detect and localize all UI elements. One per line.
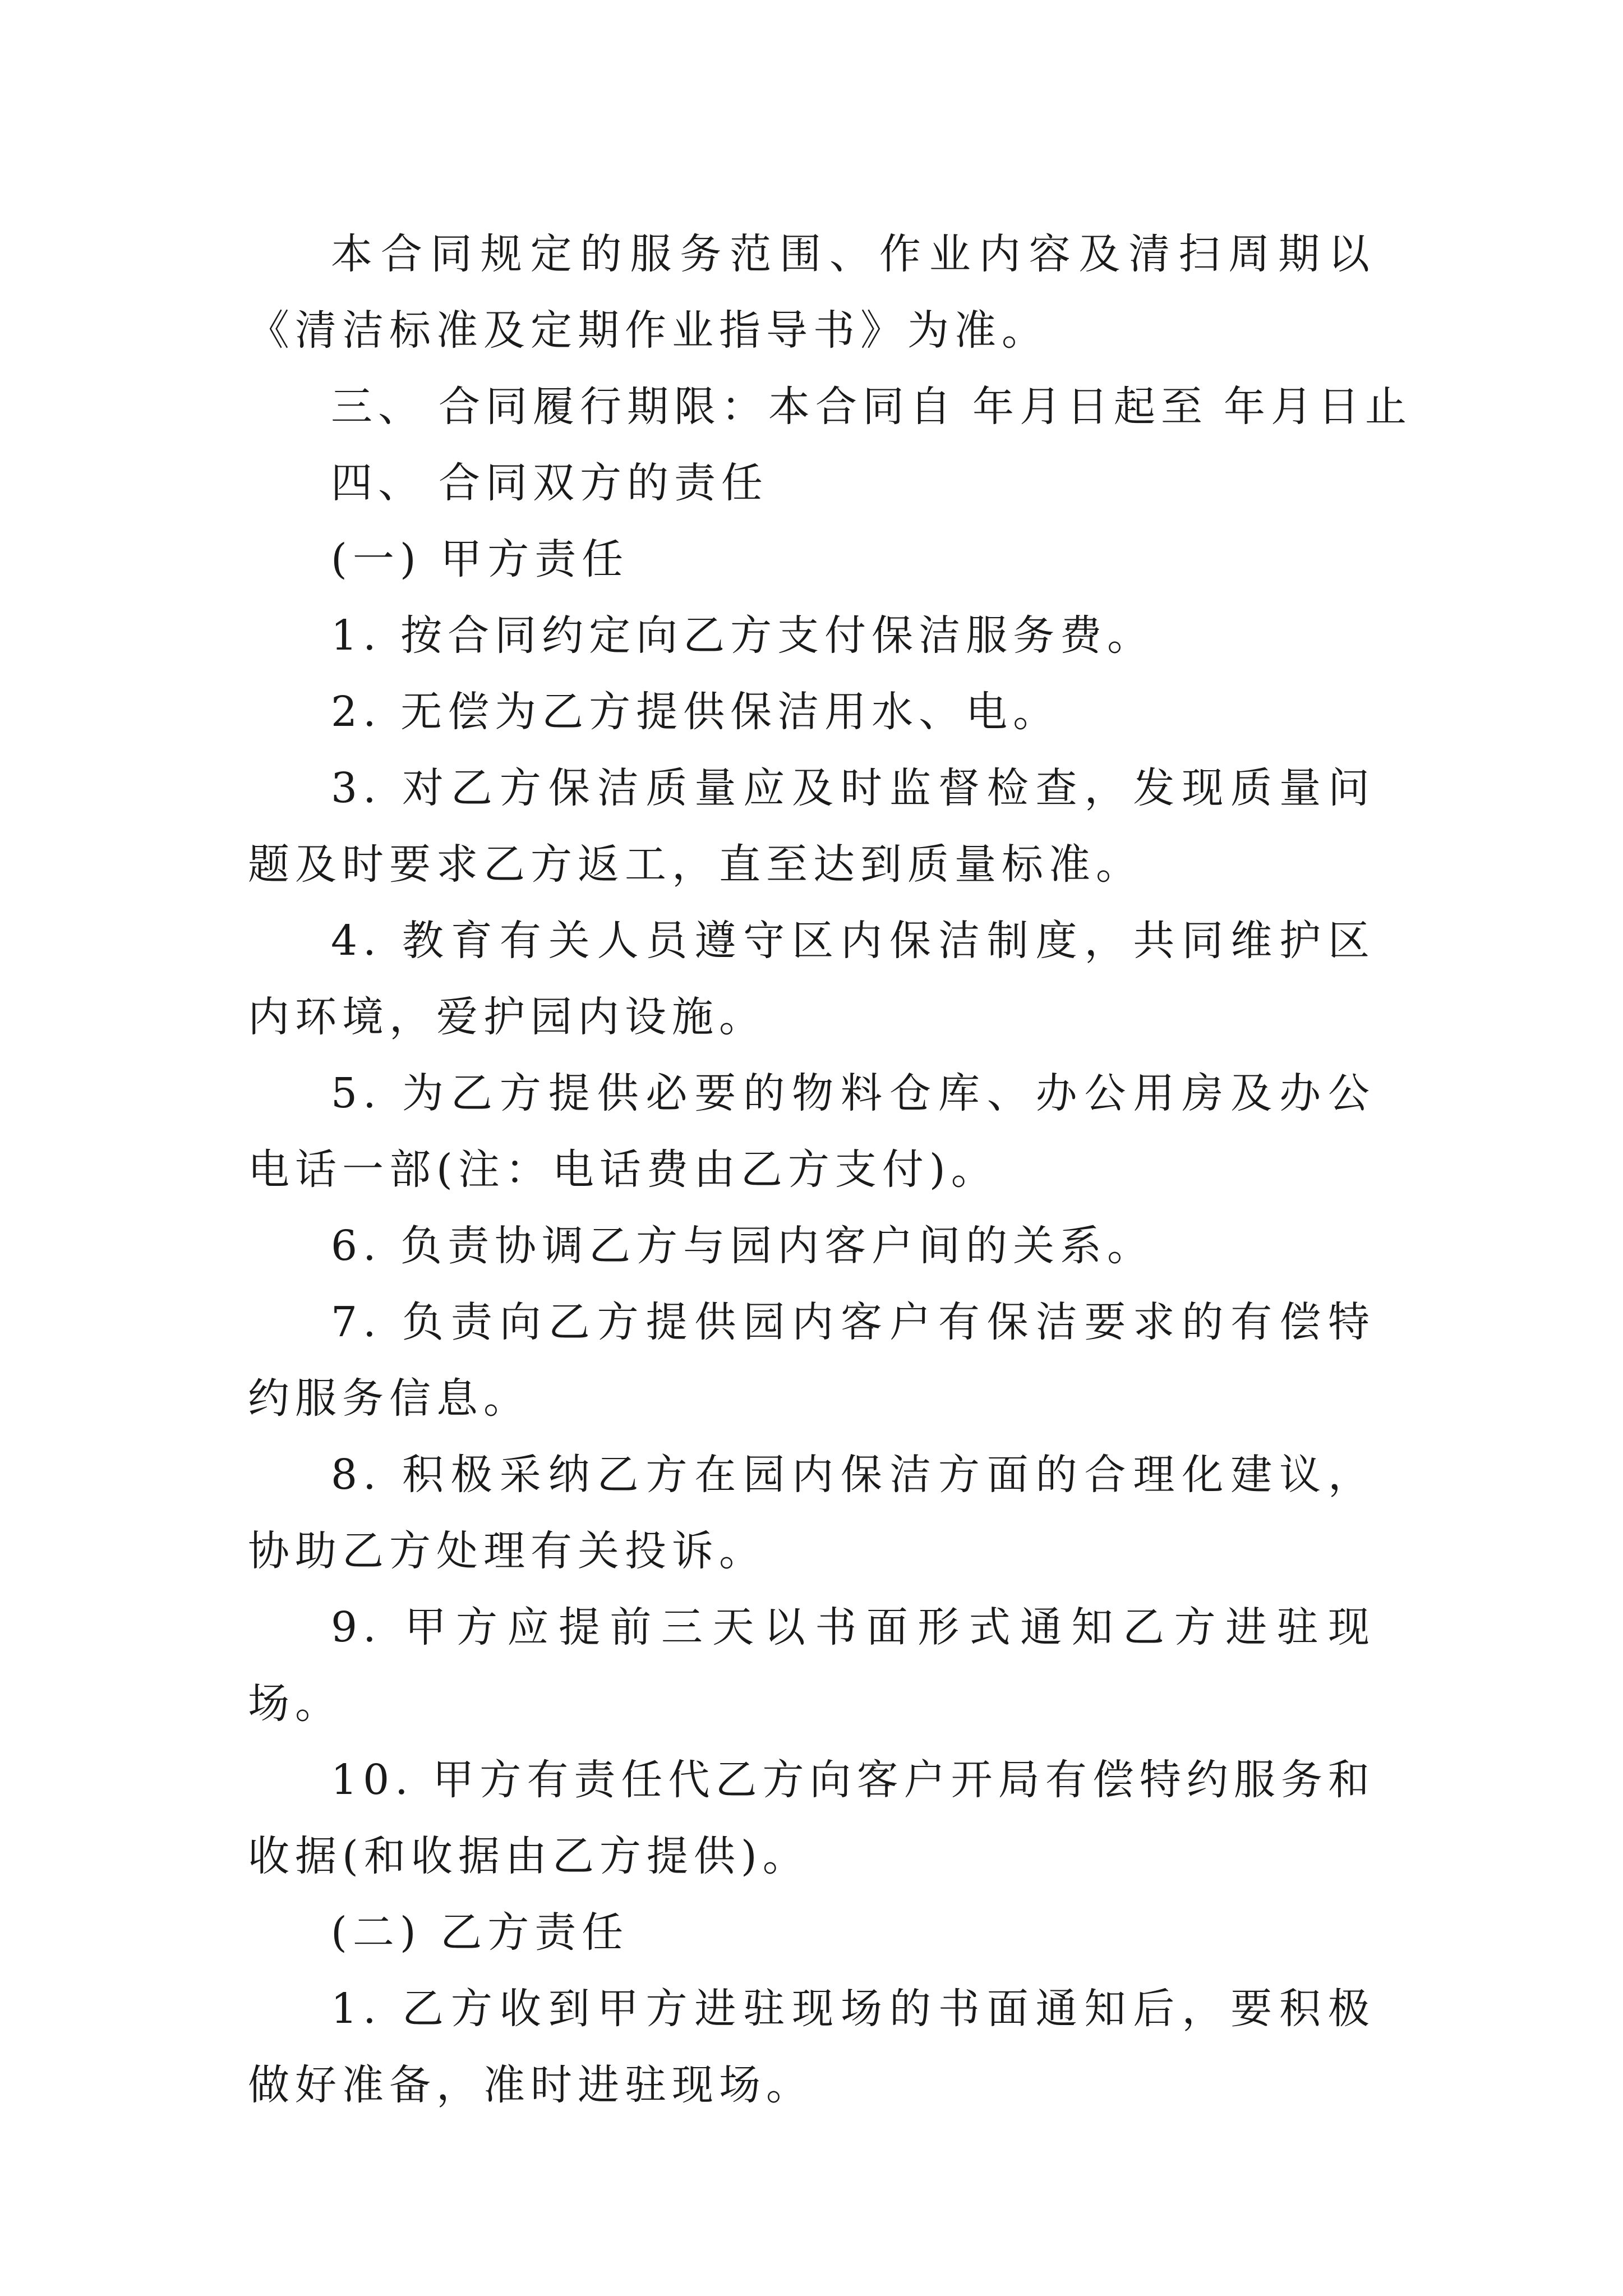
party-a-item-9: 9. 甲方应提前三天以书面形式通知乙方进驻现场。: [248, 1603, 1375, 1728]
party-b-item-1: 1. 乙方收到甲方进驻现场的书面通知后，要积极做好准备，准时进驻现场。: [248, 1985, 1375, 2109]
party-a-item-6: 6. 负责协调乙方与园内客户间的关系。: [331, 1222, 1155, 1270]
party-a-item-2: 2. 无偿为乙方提供保洁用水、电。: [331, 688, 1061, 736]
paragraph-service-scope: 本合同规定的服务范围、作业内容及清扫周期以《清洁标准及定期作业指导书》为准。: [248, 230, 1375, 355]
subsection-party-b-heading: (二) 乙方责任: [331, 1908, 629, 1957]
section-4-heading: [248, 445, 1375, 521]
section-3-text-b: 年月日起至: [972, 383, 1208, 431]
section-4-number: 四、: [331, 459, 425, 507]
party-a-item-3: 3. 对乙方保洁质量应及时监督检查，发现质量问题及时要求乙方返工，直至达到质量标准。: [248, 764, 1375, 889]
subsection-party-a-heading: (一) 甲方责任: [331, 535, 629, 583]
section-3-text-c: 年月日止: [1224, 383, 1412, 431]
party-a-item-5: 5. 为乙方提供必要的物料仓库、办公用房及办公电话一部(注：电话费由乙方支付)。: [248, 1069, 1375, 1194]
section-3-text-a: 合同履行期限：本合同自: [439, 383, 957, 431]
party-a-item-4: 4. 教育有关人员遵守区内保洁制度，共同维护区内环境，爱护园内设施。: [248, 917, 1375, 1041]
party-a-item-7: 7. 负责向乙方提供园内客户有保洁要求的有偿特约服务信息。: [248, 1298, 1375, 1423]
party-a-item-8: 8. 积极采纳乙方在园内保洁方面的合理化建议，协助乙方处理有关投诉。: [248, 1451, 1375, 1575]
section-4-text: 合同双方的责任: [439, 459, 768, 507]
party-a-item-1: 1. 按合同约定向乙方支付保洁服务费。: [331, 611, 1155, 660]
section-3-number: 三、: [331, 383, 425, 431]
party-a-item-10: 10. 甲方有责任代乙方向客户开局有偿特约服务和收据(和收据由乙方提供)。: [248, 1756, 1375, 1880]
section-3-contract-term: [248, 369, 1412, 445]
document-body: [248, 216, 1412, 2123]
